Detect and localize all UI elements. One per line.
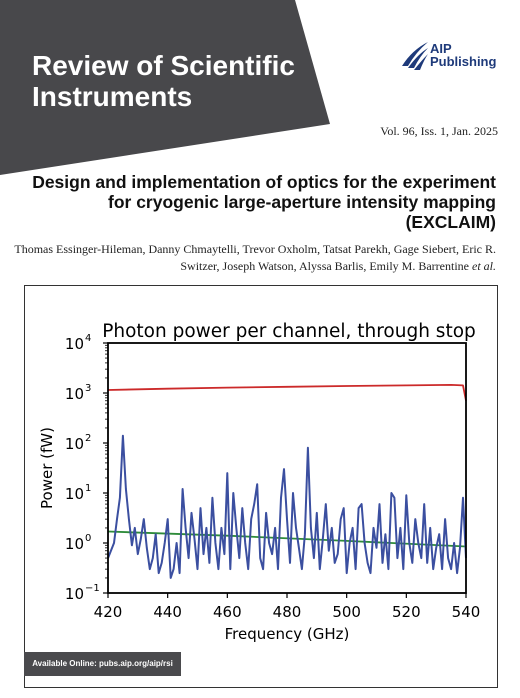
series-line-3 (108, 436, 466, 578)
y-tick-base: 10 (64, 585, 84, 603)
plot-area (108, 385, 466, 578)
y-tick-base: 10 (64, 335, 84, 353)
x-tick-label: 460 (213, 603, 242, 621)
y-tick-label (65, 535, 84, 553)
publisher-name (430, 42, 496, 68)
y-tick-label (65, 335, 84, 353)
x-tick-label: 540 (451, 603, 481, 621)
x-axis (94, 593, 481, 621)
y-tick-exponent: 3 (85, 383, 92, 394)
y-tick-label (65, 585, 84, 603)
publisher-name-line1: AIP (430, 41, 452, 56)
x-tick-label: 500 (332, 603, 361, 621)
series-line-1 (108, 385, 466, 401)
series-line-2 (108, 532, 466, 547)
publisher-name-line2: Publishing (430, 54, 497, 69)
author-suffix: et al. (472, 259, 496, 273)
y-tick-exponent: 1 (85, 483, 92, 494)
y-tick-exponent: 2 (85, 433, 92, 444)
publisher-swoosh-icon (402, 42, 428, 70)
y-axis-label: Power (fW) (38, 427, 56, 509)
journal-title: Review of Scientific Instruments (32, 50, 295, 112)
y-tick-label (65, 385, 84, 403)
x-axis-label: Frequency (GHz) (224, 625, 350, 643)
y-tick-label (65, 435, 84, 453)
issue-info: Vol. 96, Iss. 1, Jan. 2025 (380, 124, 498, 138)
y-tick-exponent: −1 (85, 583, 100, 594)
y-tick-label (65, 485, 84, 503)
author-names: Thomas Essinger-Hileman, Danny Chmaytelli, Trevor Oxholm, Tatsat Parekh, Gage Siebert, Eric R. Switzer, Joseph Watson, Alyssa Barlis, Emily M. Barrentine (14, 242, 496, 273)
cover-figure (24, 285, 498, 688)
y-axis (65, 333, 108, 603)
y-tick-base: 10 (64, 485, 84, 503)
chart-title: Photon power per channel, through stop (102, 321, 476, 342)
x-tick-label: 520 (392, 603, 421, 621)
x-tick-label: 440 (153, 603, 182, 621)
y-tick-base: 10 (64, 435, 84, 453)
author-list (6, 241, 496, 275)
x-tick-label: 480 (272, 603, 302, 621)
y-tick-exponent: 0 (85, 533, 92, 544)
y-tick-base: 10 (64, 385, 84, 403)
photon-power-chart (25, 286, 497, 687)
y-tick-exponent: 4 (85, 333, 92, 344)
paper-title: Design and implementation of optics for the experiment for cryogenic large-aperture intensity mapping (EXCLAIM) (32, 172, 496, 232)
x-tick-label: 420 (93, 603, 123, 621)
y-tick-base: 10 (64, 535, 84, 553)
availability-badge: Available Online: pubs.aip.org/aip/rsi (24, 652, 181, 676)
